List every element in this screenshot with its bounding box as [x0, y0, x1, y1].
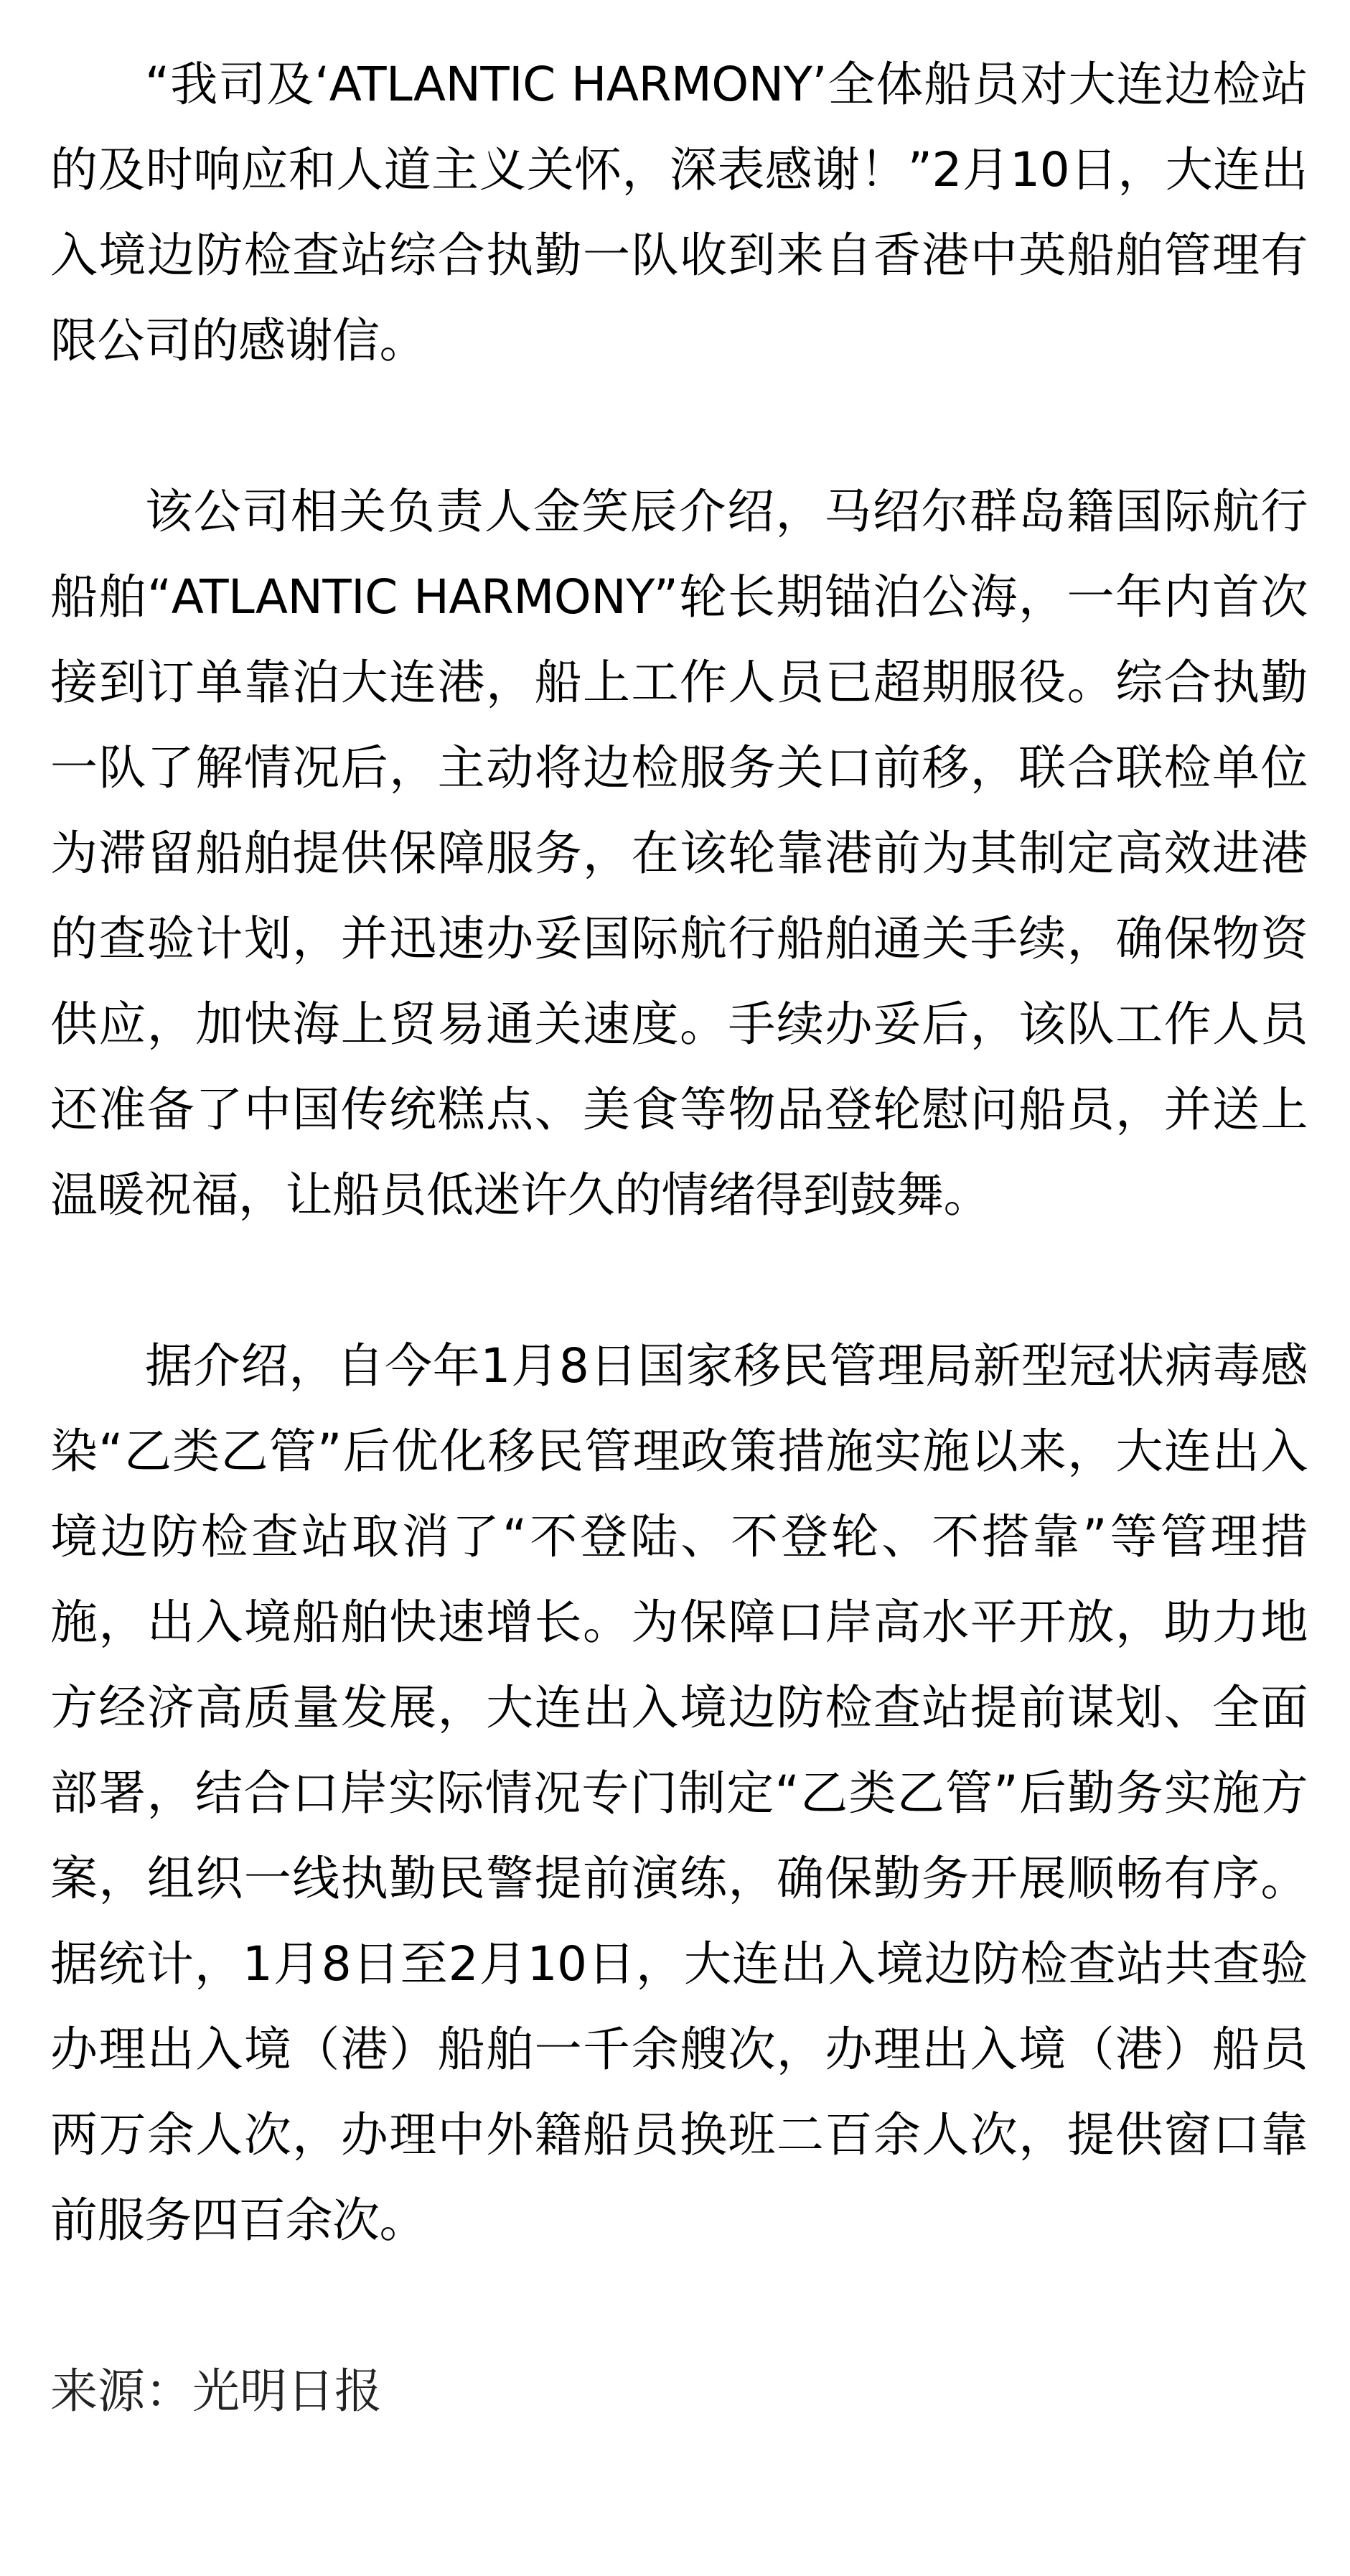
article-source: 来源：光明日报: [50, 2363, 382, 2419]
paragraph-statistics: 据介绍，自今年1月8日国家移民管理局新型冠状病毒感染“乙类乙管”后优化移民管理政策措施实施以来，大连出入境边防检查站取消了“不登陆、不登轮、不搭靠”等管理措施，出入境船舶快速增长。为保障口岸高水平开放，助力地方经济高质量发展，大连出入境边防检查站提前谋划、全面部署，结合口岸实际情况专门制定“乙类乙管”后勤务实施方案，组织一线执勤民警提前演练，确保勤务开展顺畅有序。据统计，1月8日至2月10日，大连出入境边防检查站共查验办理出入境（港）船舶一千余艘次，办理出入境（港）船员两万余人次，办理中外籍船员换班二百余人次，提供窗口靠前服务四百余次。: [50, 1338, 1308, 2248]
paragraph-company-introduction: 该公司相关负责人金笑辰介绍，马绍尔群岛籍国际航行船舶“ATLANTIC HARMONY”轮长期锚泊公海，一年内首次接到订单靠泊大连港，船上工作人员已超期服役。综合执勤一队了解情况后，主动将边检服务关口前移，联合联检单位为滞留船舶提供保障服务，在该轮靠港前为其制定高效进港的查验计划，并迅速办妥国际航行船舶通关手续，确保物资供应，加快海上贸易通关速度。手续办妥后，该队工作人员还准备了中国传统糕点、美食等物品登轮慰问船员，并送上温暖祝福，让船员低迷许久的情绪得到鼓舞。: [50, 484, 1308, 1223]
paragraph-thank-you-letter: “我司及‘ATLANTIC HARMONY’全体船员对大连边检站的及时响应和人道主义关怀，深表感谢！”2月10日，大连出入境边防检查站综合执勤一队收到来自香港中英船舶管理有限公司的感谢信。: [50, 57, 1308, 368]
article-body: [50, 42, 1308, 2434]
